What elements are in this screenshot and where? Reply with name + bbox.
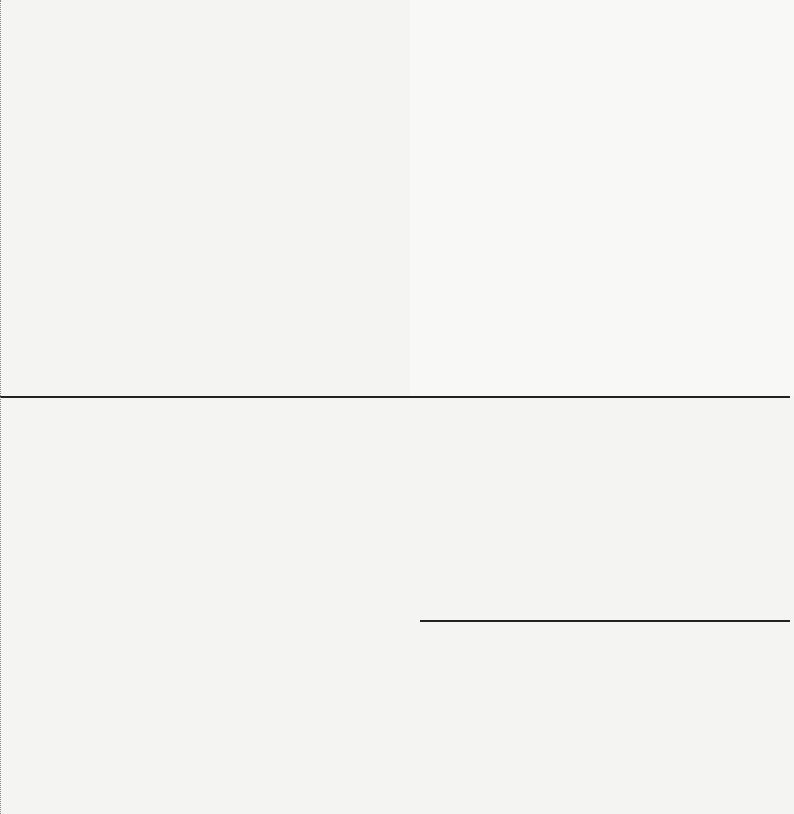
horizontal-rule-top	[0, 396, 790, 398]
blank-area	[410, 0, 794, 396]
vertical-rule-left	[0, 0, 1, 814]
horizontal-rule-middle	[420, 620, 790, 622]
